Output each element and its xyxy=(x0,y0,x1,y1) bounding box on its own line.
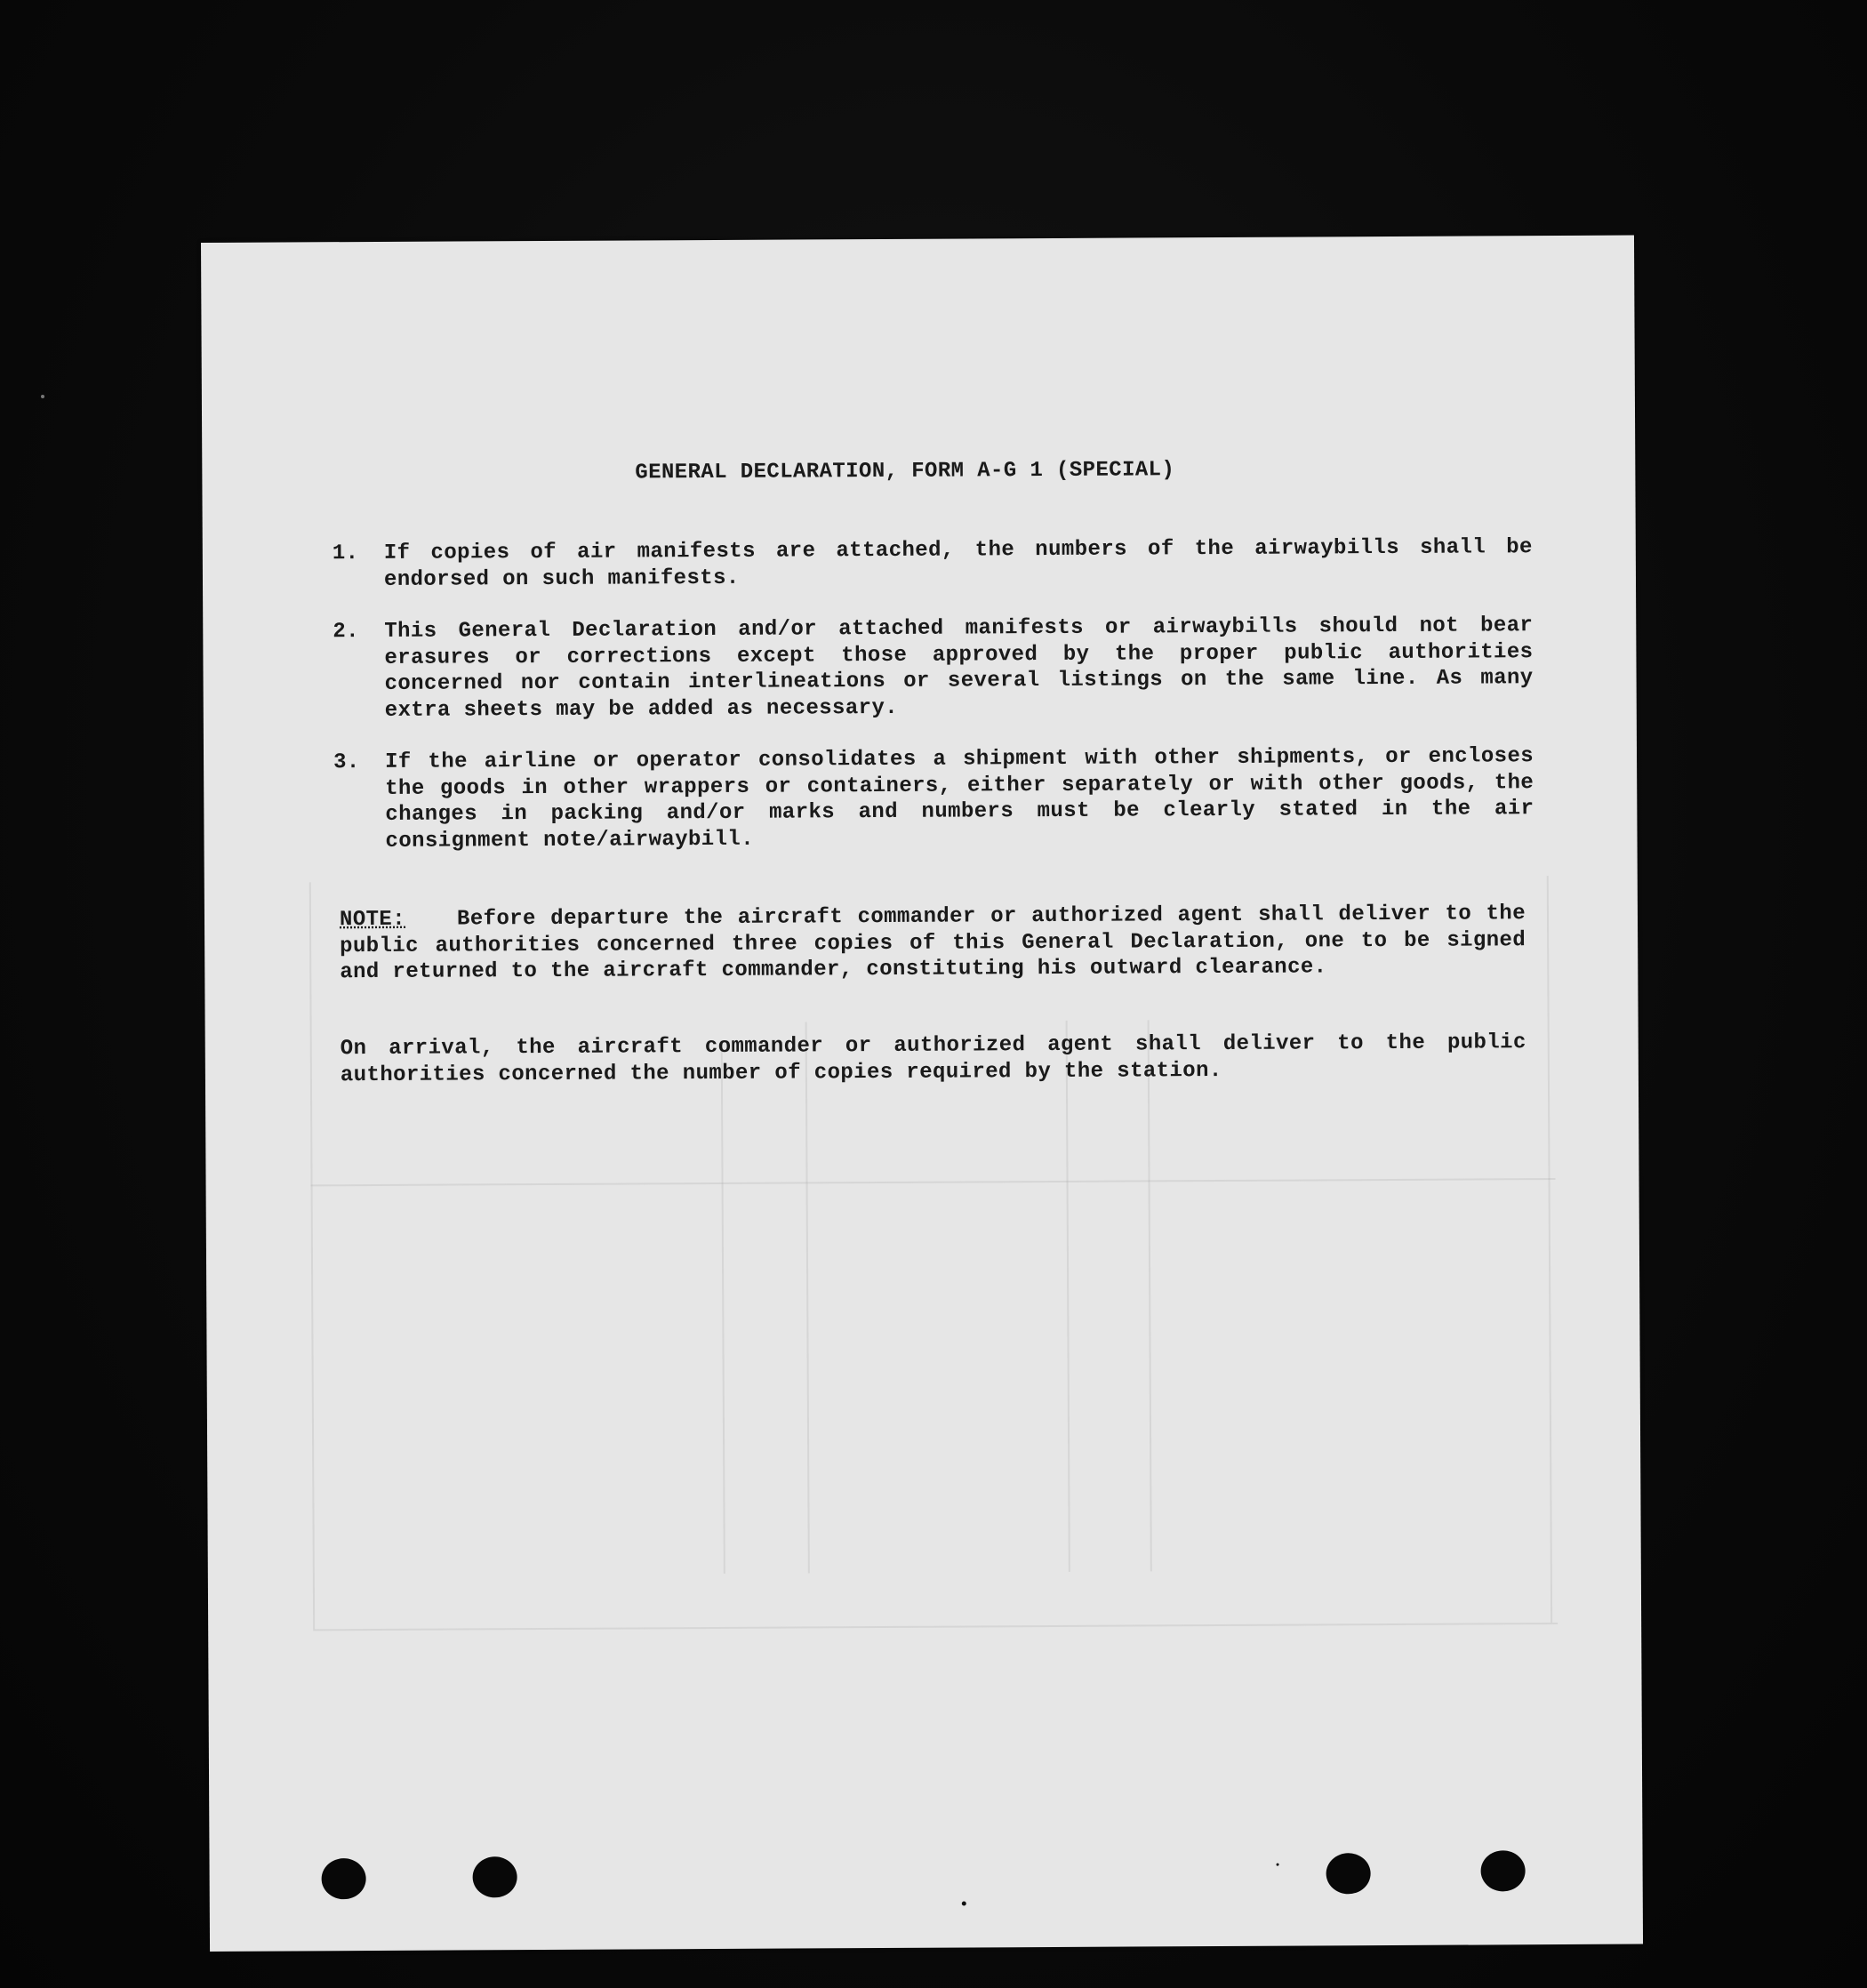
item-number: 3. xyxy=(333,750,360,775)
item-number: 1. xyxy=(332,541,359,566)
bleed-through-line xyxy=(313,1623,1558,1631)
punch-hole xyxy=(1326,1853,1371,1894)
item-text: If the airline or operator consolidates a shipment with other shipments, or encloses the goods in other wrappers or containers, either separately or with other goods, the changes in packing and/or marks and numbers must be clearly stated in the air consignment note/airwaybill. xyxy=(384,744,1534,854)
bleed-through-line xyxy=(311,1178,1556,1186)
punch-hole xyxy=(322,1858,366,1899)
arrival-paragraph: On arrival, the aircraft commander or authorized agent shall deliver to the public authorities concerned the number of copies required by the station. xyxy=(340,1030,1526,1087)
note-label: NOTE: xyxy=(339,907,406,933)
dust-speck xyxy=(1277,1864,1279,1866)
item-text: This General Declaration and/or attached manifests or airwaybills should not bear erasures or corrections except those approved by the proper public authorities concerned nor contain interlineations or several listings on the same line. As many extra sheets may be added as necessary. xyxy=(384,613,1534,723)
instruction-item-3 xyxy=(333,743,1534,854)
document-page xyxy=(201,236,1643,1952)
dust-speck xyxy=(41,395,44,398)
item-text: If copies of air manifests are attached, the numbers of the airwaybills shall be endorsed on such manifests. xyxy=(383,535,1533,592)
punch-hole xyxy=(1480,1850,1525,1891)
punch-hole xyxy=(473,1856,517,1897)
bleed-through-line xyxy=(1547,876,1552,1623)
bleed-through-line xyxy=(309,882,315,1629)
note-text: Before departure the aircraft commander or authorized agent shall deliver to the public authorities concerned three copies of this General Declaration, one to be signed and returned to the aircraft commander, constituting his outward clearance. xyxy=(340,902,1526,985)
bleed-through-line xyxy=(1148,1020,1152,1571)
note-paragraph xyxy=(340,901,1526,985)
item-number: 2. xyxy=(333,620,359,645)
bleed-through-line xyxy=(1066,1021,1070,1572)
bleed-through-line xyxy=(805,1022,810,1573)
bleed-through-line xyxy=(721,1040,725,1574)
form-title: GENERAL DECLARATION, FORM A-G 1 (SPECIAL) xyxy=(635,458,1175,485)
instruction-item-1 xyxy=(333,534,1533,593)
dust-speck xyxy=(962,1902,966,1906)
instruction-item-2 xyxy=(333,613,1534,724)
